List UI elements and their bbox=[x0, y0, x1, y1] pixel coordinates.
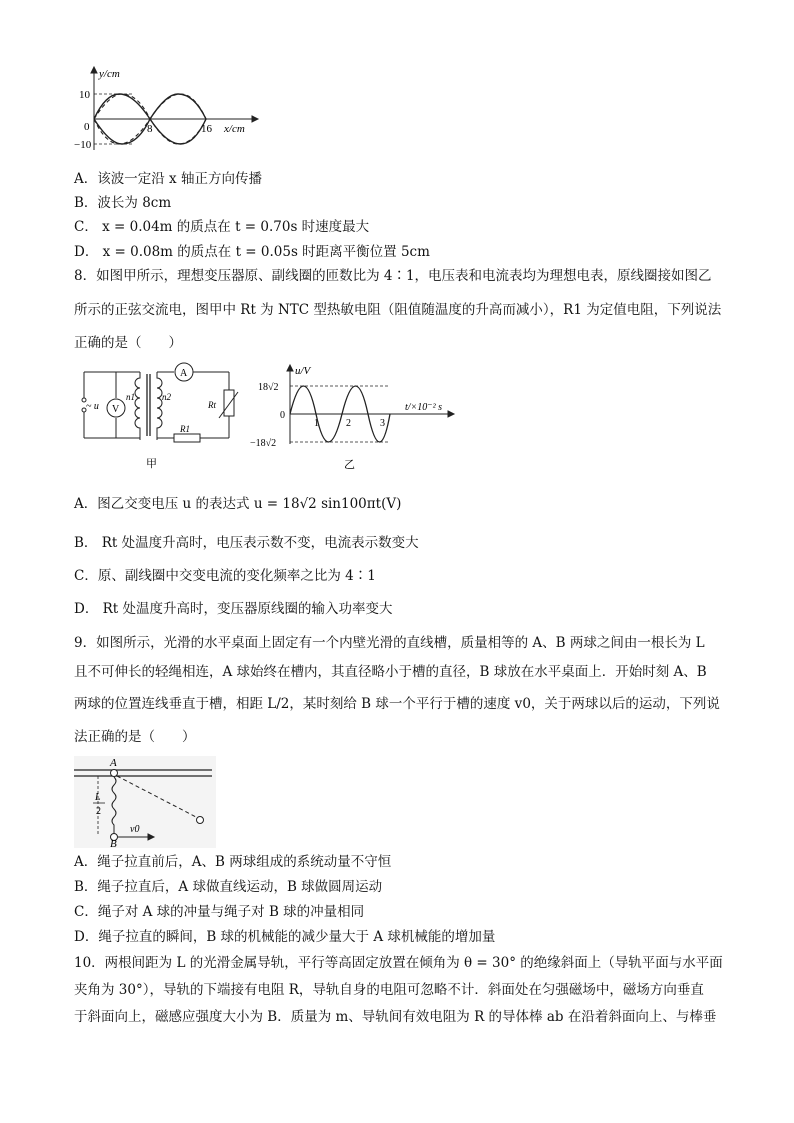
q7-option-d: D． x = 0.08m 的质点在 t = 0.05s 时距离平衡位置 5cm bbox=[74, 244, 430, 260]
q8-stem-line3: 正确的是（ ） bbox=[74, 335, 182, 351]
ball-a bbox=[111, 770, 118, 777]
transformer-circuit-figure bbox=[74, 360, 244, 475]
circuit-r1-label: R1 bbox=[180, 424, 190, 434]
circuit-voltmeter-label: V bbox=[112, 404, 120, 415]
q9-option-d: D．绳子拉直的瞬间，B 球的机械能的减少量大于 A 球机械能的增加量 bbox=[74, 929, 496, 945]
q10-line3: 于斜面向上，磁感应强度大小为 B．质量为 m、导轨间有效电阻为 R 的导体棒 ab 在沿着斜面向上、与棒垂 bbox=[74, 1009, 717, 1025]
ac-voltage-figure bbox=[250, 362, 465, 475]
q9-stem-line2: 且不可伸长的轻绳相连，A 球始终在槽内，其直径略小于槽的直径，B 球放在水平桌面上．开始时刻 A、B bbox=[74, 664, 707, 680]
q8-option-c: C．原、副线圈中交变电流的变化频率之比为 4∶1 bbox=[74, 568, 376, 584]
circuit-ammeter-label: A bbox=[180, 368, 188, 379]
q8-stem-line1: 8．如图甲所示，理想变压器原、副线圈的匝数比为 4∶1，电压表和电流表均为理想电表，原线圈接如图乙 bbox=[74, 268, 712, 284]
wave-tick-10: 10 bbox=[79, 89, 90, 101]
circuit-n2-label: n2 bbox=[162, 392, 171, 402]
q9-option-b: B．绳子拉直后，A 球做直线运动，B 球做圆周运动 bbox=[74, 879, 383, 895]
ball-label-v: v0 bbox=[130, 824, 140, 835]
q9-stem-line4: 法正确的是（ ） bbox=[74, 729, 196, 745]
ac-t0: 0 bbox=[280, 410, 285, 421]
circuit-n1-label: n1 bbox=[126, 392, 135, 402]
circuit-u-label: ~ u bbox=[86, 401, 99, 412]
q9-stem-line1: 9．如图所示，光滑的水平桌面上固定有一个内壁光滑的直线槽，质量相等的 A、B 两球之间由一根长为 L bbox=[74, 635, 705, 651]
ball-label-l: L bbox=[95, 792, 101, 803]
ac-t2: 2 bbox=[346, 418, 351, 429]
q9-option-c: C．绳子对 A 球的冲量与绳子对 B 球的冲量相同 bbox=[74, 904, 365, 920]
q10-line2: 夹角为 30°），导轨的下端接有电阻 R，导轨自身的电阻可忽略不计．斜面处在匀强磁场中，磁场方向垂直 bbox=[74, 982, 704, 998]
ball-label-a: A bbox=[110, 757, 117, 769]
wave-x-label: x/cm bbox=[224, 123, 245, 135]
ac-t1: 1 bbox=[314, 418, 319, 429]
q9-option-a: A．绳子拉直前后，A、B 两球组成的系统动量不守恒 bbox=[74, 854, 392, 870]
q9-stem-line3: 两球的位置连线垂直于槽，相距 L/2，某时刻给 B 球一个平行于槽的速度 v0，关于两球以后的运动，下列说 bbox=[74, 696, 720, 712]
q8-option-a: A．图乙交变电压 u 的表达式 u = 18√2 sin100πt(V) bbox=[74, 496, 402, 512]
ball-label-b: B bbox=[110, 838, 117, 848]
ball-label-2: 2 bbox=[96, 806, 101, 817]
wave-tick-16: 16 bbox=[201, 123, 212, 135]
wave-y-label: y/cm bbox=[99, 68, 120, 80]
q8-stem-line2: 所示的正弦交流电，图甲中 Rt 为 NTC 型热敏电阻（阻值随温度的升高而减小），R1 为定值电阻，下列说法 bbox=[74, 302, 722, 318]
q10-line1: 10．两根间距为 L 的光滑金属导轨，平行等高固定放置在倾角为 θ = 30° 的绝缘斜面上（导轨平面与水平面 bbox=[74, 955, 723, 971]
ac-y-pos: 18√2 bbox=[258, 382, 279, 393]
wave-figure bbox=[74, 64, 264, 156]
ac-caption: 乙 bbox=[344, 459, 355, 471]
wave-tick-m10: −10 bbox=[74, 139, 92, 151]
wave-tick-8: 8 bbox=[147, 123, 153, 135]
ac-x-label: t/×10⁻² s bbox=[405, 402, 442, 413]
ac-y-label: u/V bbox=[295, 365, 311, 377]
q7-option-b: B．波长为 8cm bbox=[74, 195, 172, 211]
q8-option-d: D． Rt 处温度升高时，变压器原线圈的输入功率变大 bbox=[74, 601, 393, 617]
q8-option-b: B． Rt 处温度升高时，电压表示数不变，电流表示数变大 bbox=[74, 535, 419, 551]
ac-y-neg: −18√2 bbox=[250, 438, 277, 449]
q7-option-c: C． x = 0.04m 的质点在 t = 0.70s 时速度最大 bbox=[74, 219, 370, 235]
q7-option-a: A．该波一定沿 x 轴正方向传播 bbox=[74, 171, 262, 187]
circuit-caption: 甲 bbox=[146, 458, 157, 470]
ac-t3: 3 bbox=[380, 418, 385, 429]
wave-tick-0: 0 bbox=[84, 121, 90, 133]
ball-groove-figure bbox=[74, 756, 216, 848]
circuit-rt-label: Rt bbox=[208, 400, 216, 410]
